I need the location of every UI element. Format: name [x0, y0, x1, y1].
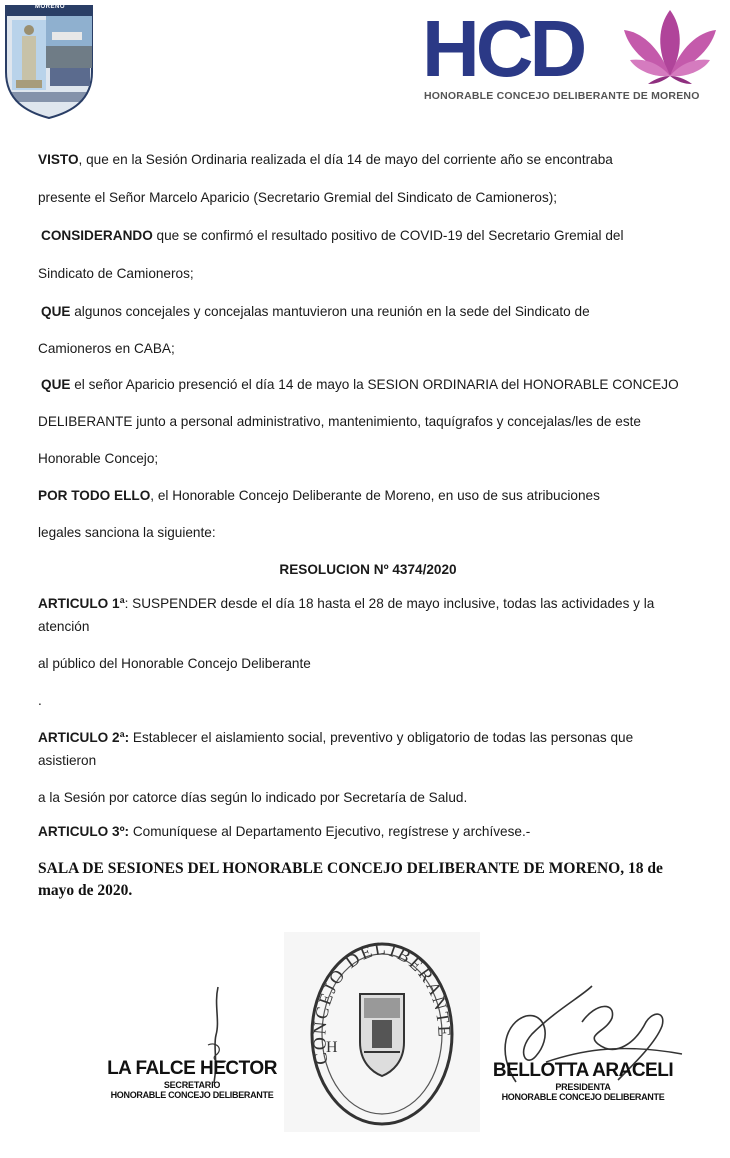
article-1 [38, 592, 688, 638]
article-2-line-2: a la Sesión por catorce días según lo indicado por Secretaría de Salud. [38, 790, 468, 805]
right-signature-block [478, 1060, 688, 1102]
concejo-seal-stamp [284, 932, 480, 1132]
hcd-logo-letters: HCD [422, 4, 584, 93]
que-paragraph-2 [41, 377, 679, 392]
hcd-logo [420, 4, 720, 104]
left-signature-block [92, 1058, 292, 1100]
hcd-logo-subtitle: HONORABLE CONCEJO DELIBERANTE DE MORENO [424, 90, 700, 102]
que-paragraph-1 [41, 304, 590, 319]
resolution-title: RESOLUCION Nº 4374/2020 [279, 562, 457, 577]
visto-paragraph [38, 152, 613, 167]
closing-statement: SALA DE SESIONES DEL HONORABLE CONCEJO DELIBERANTE DE MORENO, 18 de mayo de 2020. [38, 860, 663, 899]
article-1-line-2: al público del Honorable Concejo Deliberante [38, 656, 311, 671]
left-signatory-role: SECRETARIO [163, 1080, 221, 1090]
right-signatory-org: HONORABLE CONCEJO DELIBERANTE [501, 1092, 665, 1102]
que-2-line-2: DELIBERANTE junto a personal administrativo, mantenimiento, taquígrafos y concejalas/les de este [38, 414, 641, 429]
seal-text: CONCEJO DELIBERANTE [309, 937, 455, 1066]
por-todo-ello-line-2: legales sanciona la siguiente: [38, 525, 216, 540]
article-3 [38, 824, 530, 839]
considerando-line-2: Sindicato de Camioneros; [38, 266, 194, 281]
left-signatory-org: HONORABLE CONCEJO DELIBERANTE [110, 1090, 274, 1100]
por-todo-ello-text: , el Honorable Concejo Deliberante de Moreno, en uso de sus atribuciones [150, 488, 600, 503]
considerando-label: CONSIDERANDO [41, 228, 153, 243]
que-1-line-2: Camioneros en CABA; [38, 341, 175, 356]
por-todo-ello-label: POR TODO ELLO [38, 488, 151, 503]
que-label-2: QUE [41, 377, 71, 392]
por-todo-ello-paragraph [38, 488, 600, 503]
article-1-line-3: . [38, 693, 42, 708]
considerando-paragraph [41, 228, 624, 243]
article-2 [38, 726, 688, 772]
lotus-icon [620, 4, 720, 94]
que-text-2: el señor Aparicio presenció el día 14 de mayo la SESION ORDINARIA del HONORABLE CONCEJO [70, 377, 679, 392]
que-text-1: algunos concejales y concejalas mantuvieron una reunión en la sede del Sindicato de [70, 304, 590, 319]
crest-label: MORENO [35, 4, 65, 10]
article-1-text: : SUSPENDER desde el día 18 hasta el 28 de mayo inclusive, todas las actividades y la atención [38, 596, 655, 634]
que-label-1: QUE [41, 304, 71, 319]
right-signatory-name: BELLOTTA ARACELI [492, 1060, 674, 1081]
left-signatory-name: LA FALCE HECTOR [107, 1058, 277, 1079]
article-3-label: ARTICULO 3º: [38, 824, 130, 839]
seal-letter: H [326, 1039, 338, 1056]
article-2-text: Establecer el aislamiento social, preventivo y obligatorio de todas las personas que asistieron [38, 730, 634, 768]
article-2-label: ARTICULO 2ª: [38, 730, 130, 745]
visto-label: VISTO [38, 152, 79, 167]
visto-text: , que en la Sesión Ordinaria realizada el día 14 de mayo del corriente año se encontraba [78, 152, 613, 167]
que-2-line-3: Honorable Concejo; [38, 451, 159, 466]
article-1-label: ARTICULO 1ª [38, 596, 125, 611]
visto-line-2: presente el Señor Marcelo Aparicio (Secretario Gremial del Sindicato de Camioneros); [38, 190, 558, 205]
moreno-crest-logo [2, 2, 96, 120]
right-signatory-role: PRESIDENTA [555, 1082, 611, 1092]
considerando-text: que se confirmó el resultado positivo de COVID-19 del Secretario Gremial del [152, 228, 624, 243]
article-3-text: Comuníquese al Departamento Ejecutivo, regístrese y archívese.- [129, 824, 531, 839]
